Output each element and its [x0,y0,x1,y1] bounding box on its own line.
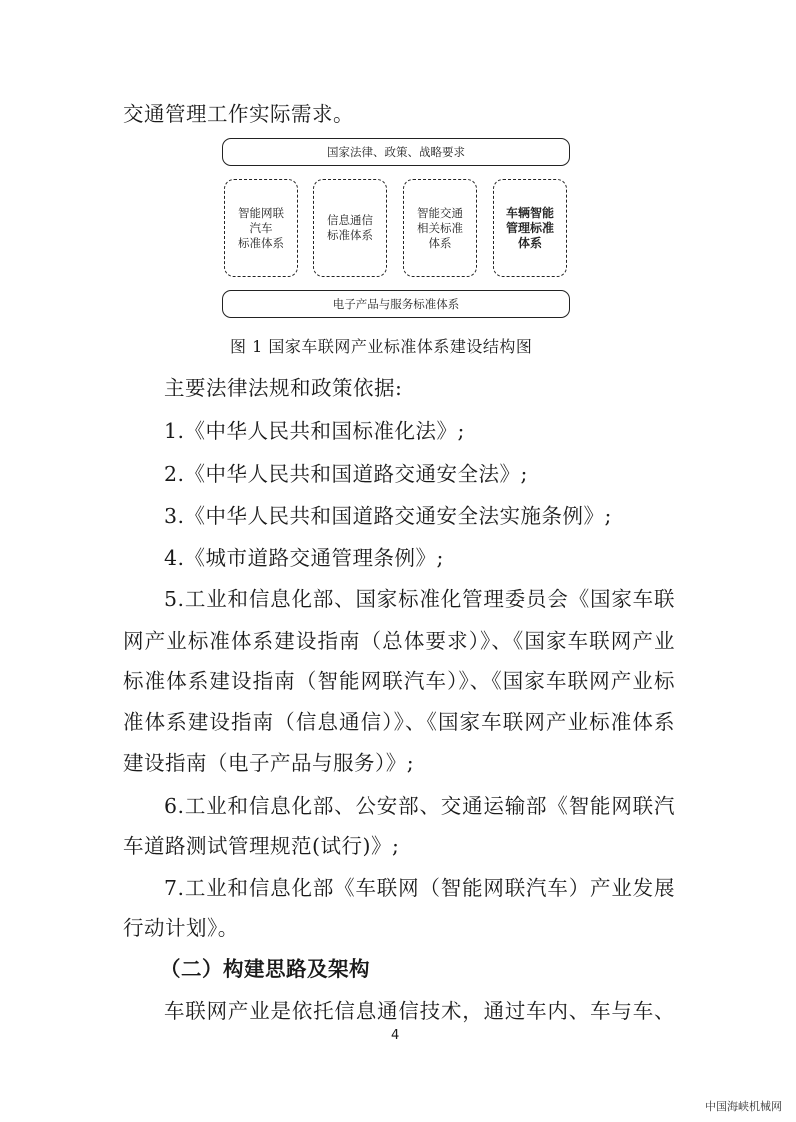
body-line: 主要法律法规和政策依据: [164,376,403,400]
box-information-communication: 信息通信 标准体系 [313,179,387,277]
intro-line: 交通管理工作实际需求。 [123,102,354,126]
page-number: 4 [391,1028,400,1043]
bottom-bar-electronic-products: 电子产品与服务标准体系 [222,290,570,318]
figure-caption: 图 1 国家车联网产业标准体系建设结构图 [230,337,533,356]
body-line: 行动计划》。 [123,916,239,940]
body-line: 网产业标准体系建设指南（总体要求）》、《国家车联网产业 [123,629,675,653]
body-line: 4.《城市道路交通管理条例》; [164,546,444,570]
body-line: 3.《中华人民共和国道路交通安全法实施条例》; [164,504,612,528]
standards-structure-diagram [222,136,572,322]
top-bar-laws-policies: 国家法律、政策、战略要求 [222,138,570,166]
body-line: 车联网产业是依托信息通信技术，通过车内、车与车、 [164,999,675,1023]
section-heading: （二）构建思路及架构 [160,957,370,981]
box-intelligent-transport: 智能交通 相关标准 体系 [403,179,477,277]
box-intelligent-connected-vehicle: 智能网联 汽车 标准体系 [224,179,298,277]
body-line: 2.《中华人民共和国道路交通安全法》; [164,462,528,486]
body-line: 7.工业和信息化部《车联网（智能网联汽车）产业发展 [164,876,675,900]
body-line: 1.《中华人民共和国标准化法》; [164,419,465,443]
watermark: 中国海峡机械网 [705,1100,782,1113]
box-vehicle-intelligent-management: 车辆智能 管理标准 体系 [493,179,567,277]
body-line: 准体系建设指南（信息通信）》、《国家车联网产业标准体系 [123,710,675,734]
body-line: 6.工业和信息化部、公安部、交通运输部《智能网联汽 [164,794,675,818]
body-line: 车道路测试管理规范(试行)》; [123,834,400,858]
body-line: 建设指南（电子产品与服务）》; [123,751,415,775]
body-line: 5.工业和信息化部、国家标准化管理委员会《国家车联 [164,587,675,611]
body-line: 标准体系建设指南（智能网联汽车）》、《国家车联网产业标 [123,669,675,693]
